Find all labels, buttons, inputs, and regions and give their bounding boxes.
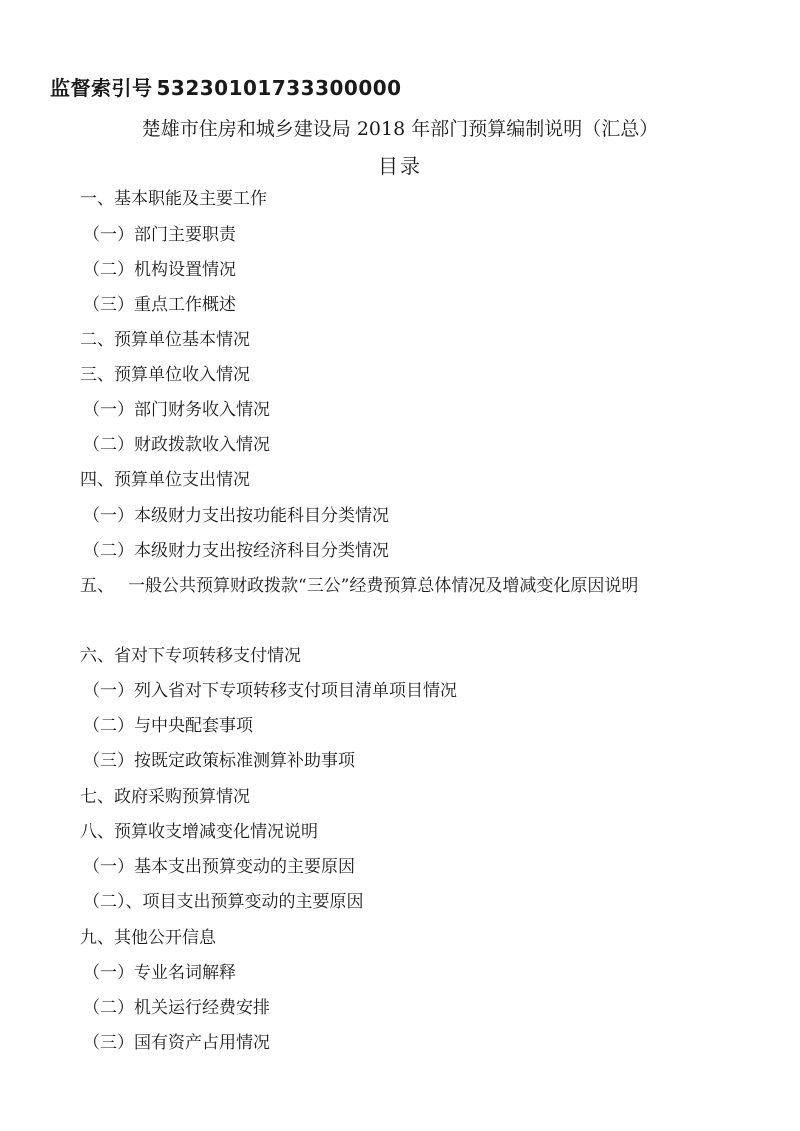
- toc-item: （一）专业名词解释: [83, 963, 236, 983]
- document-title: 楚雄市住房和城乡建设局 2018 年部门预算编制说明（汇总）: [141, 118, 659, 140]
- toc-item: 六、省对下专项转移支付情况: [80, 646, 301, 666]
- toc-item: （三）国有资产占用情况: [83, 1033, 270, 1053]
- toc-item: （二）财政拨款收入情况: [83, 435, 270, 455]
- toc-item: （三）重点工作概述: [83, 295, 236, 315]
- toc-item: （一）部门主要职责: [83, 225, 236, 245]
- toc-item-text: 一般公共预算财政拨款“三公”经费预算总体情况及增减变化原因说明: [128, 576, 639, 596]
- toc-item: [80, 575, 638, 597]
- toc-item: （一）本级财力支出按功能科目分类情况: [83, 506, 389, 526]
- toc-item: 八、预算收支增减变化情况说明: [80, 822, 318, 842]
- toc-item: （二）机构设置情况: [83, 260, 236, 280]
- toc-item: （二）本级财力支出按经济科目分类情况: [83, 541, 389, 561]
- toc-item: （一）列入省对下专项转移支付项目清单项目情况: [83, 681, 457, 701]
- index-number: 53230101733300000: [156, 76, 402, 100]
- toc-item: 一、基本职能及主要工作: [80, 189, 267, 209]
- toc-item-prefix: 五、: [80, 576, 114, 596]
- toc-item: （二）机关运行经费安排: [83, 998, 270, 1018]
- index-label: 监督索引号: [50, 76, 153, 100]
- toc-item: 三、预算单位收入情况: [80, 365, 250, 385]
- toc-item: （一）基本支出预算变动的主要原因: [83, 857, 355, 877]
- toc-heading: 目录: [378, 154, 422, 178]
- toc-item: 九、其他公开信息: [80, 928, 216, 948]
- toc-item: （二）与中央配套事项: [83, 716, 253, 736]
- toc-item: 四、预算单位支出情况: [80, 470, 250, 490]
- toc-item: （一）部门财务收入情况: [83, 400, 270, 420]
- toc-item: 七、政府采购预算情况: [80, 787, 250, 807]
- toc-item: 二、预算单位基本情况: [80, 330, 250, 350]
- toc-item: （三）按既定政策标准测算补助事项: [83, 751, 355, 771]
- toc-item: （二）、项目支出预算变动的主要原因: [83, 892, 364, 912]
